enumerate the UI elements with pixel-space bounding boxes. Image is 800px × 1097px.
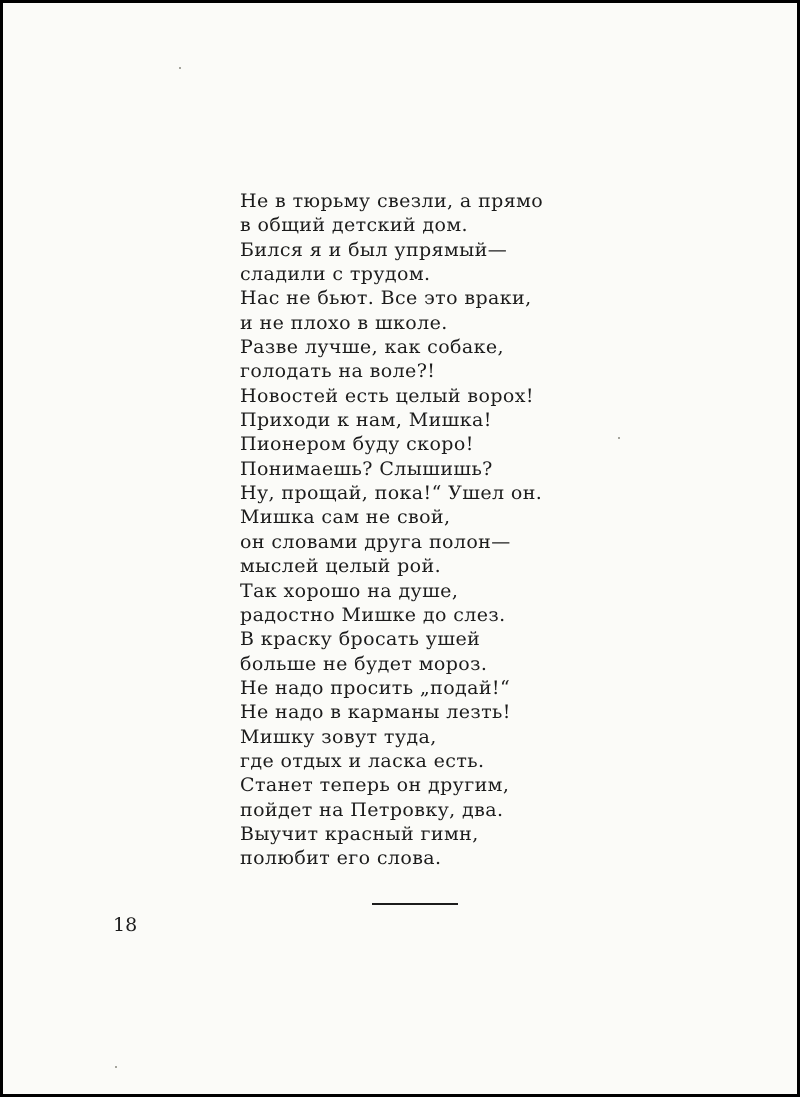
poem-line: Приходи к нам, Мишка! [240,409,492,432]
poem-line: радостно Мишке до слез. [240,603,506,626]
poem-line: Не надо просить „подай!“ [240,676,511,699]
poem-line: где отдых и ласка есть. [240,749,485,772]
poem-line: Не надо в карманы лезть! [240,701,511,724]
poem-line: голодать на воле?! [240,360,436,383]
poem-line: он словами друга полон— [240,530,511,553]
poem-line: полюбит его слова. [240,847,442,870]
book-page [3,3,797,1094]
poem-line: Новостей есть целый ворох! [240,384,534,407]
poem-line: Пионером буду скоро! [240,433,474,456]
poem-line: Бился я и был упрямый— [240,238,508,261]
paper-speck [618,437,620,439]
poem-line: в общий детский дом. [240,214,468,237]
poem-line: Мишку зовут туда, [240,725,437,748]
poem-line: Разве лучше, как собаке, [240,336,504,359]
poem-line: Ну, прощай, пока!“ Ушел он. [240,482,543,505]
poem-line: В краску бросать ушей [240,628,481,651]
poem-line: мыслей целый рой. [240,555,442,578]
poem-line: Мишка сам не свой, [240,506,451,529]
poem-text [240,189,543,871]
poem-line: и не плохо в школе. [240,311,448,334]
poem-line: Выучит красный гимн, [240,822,479,845]
poem-line: сладили с трудом. [240,263,431,286]
poem-line: пойдет на Петровку, два. [240,798,504,821]
poem-line: Не в тюрьму свезли, а прямо [240,190,544,212]
poem-line: больше не будет мороз. [240,652,488,675]
poem-line: Станет теперь он другим, [240,774,510,797]
paper-speck [115,1066,117,1068]
poem-line: Нас не бьют. Все это враки, [240,287,532,310]
page-number: 18 [113,914,138,936]
poem-line: Понимаешь? Слышишь? [240,457,493,480]
section-end-rule [372,903,458,905]
poem-line: Так хорошо на душе, [240,579,459,602]
paper-speck [179,67,181,69]
